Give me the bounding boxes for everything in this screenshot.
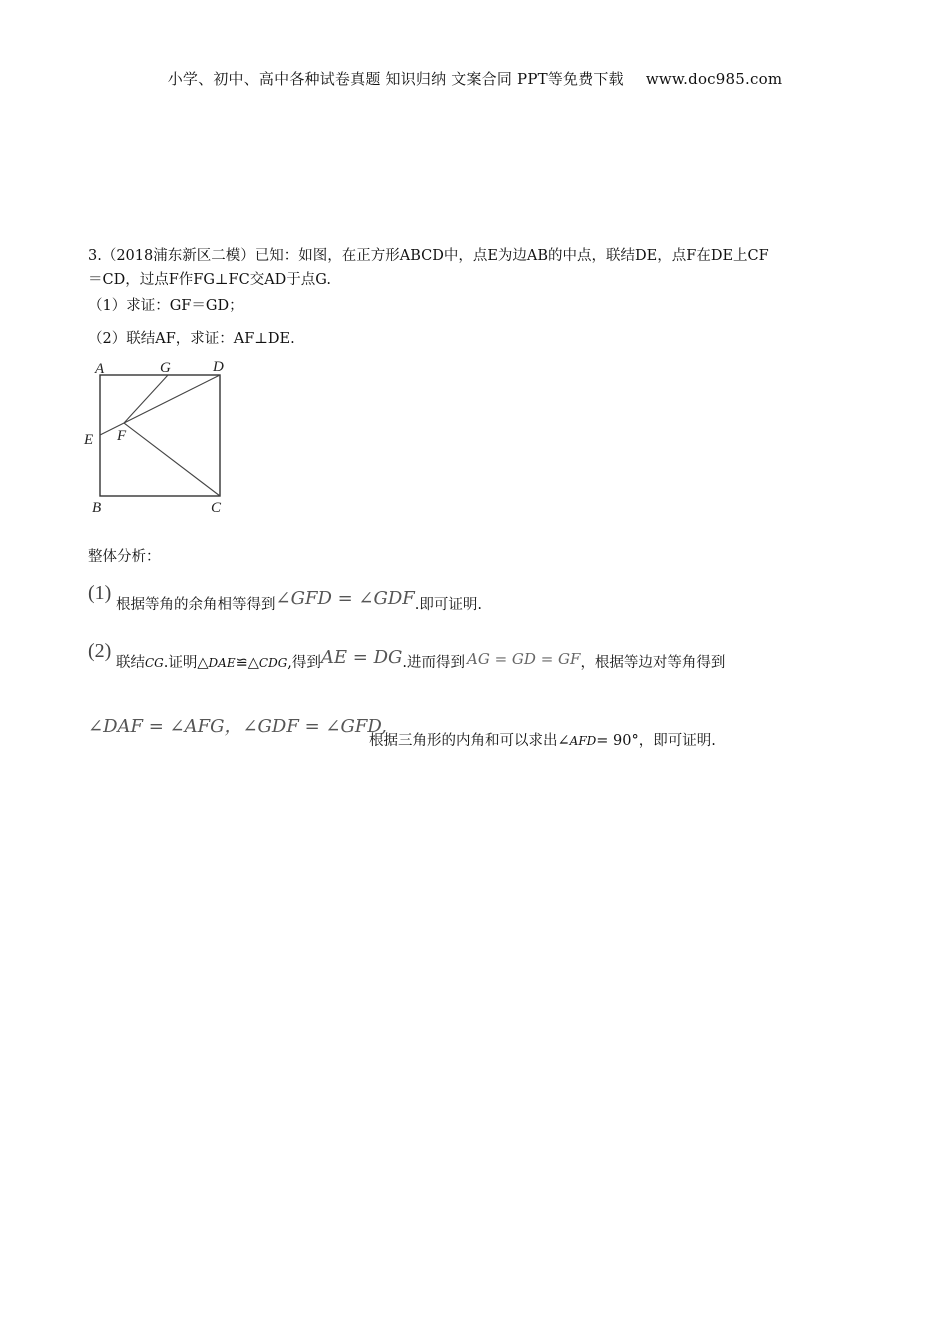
segment-fc <box>124 423 220 496</box>
step3-t1: 根据三角形的内角和可以求出∠ <box>369 733 570 749</box>
step2-t1: 联结 <box>116 655 145 671</box>
header-url[interactable]: www.doc985.com <box>645 70 783 88</box>
problem-line-1: 3.（2018浦东新区二模）已知：如图，在正方形ABCD中，点E为边AB的中点，联结DE，点F在DE上CF <box>88 248 769 264</box>
step2-t5: .进而得到 <box>402 655 465 671</box>
problem-part-1: （1）求证：GF＝GD； <box>88 298 244 314</box>
analysis-step-3 <box>369 729 716 753</box>
step3-afd: AFD <box>569 734 597 748</box>
analysis-num-1: (1) <box>88 582 112 604</box>
geometry-figure <box>80 355 240 520</box>
page-header <box>0 68 950 89</box>
step1-formula: ∠GFD = ∠GDF <box>275 588 415 609</box>
step2-cg: CG <box>145 656 164 670</box>
step3-t2: = 90°，即可证明. <box>596 733 716 749</box>
step2-formula-ae-dg: AE = DG <box>320 647 403 668</box>
step2-cdg: CDG <box>258 656 288 670</box>
step1-text: 根据等角的余角相等得到 <box>116 597 276 613</box>
label-g: G <box>160 360 171 376</box>
analysis-num-2: (2) <box>88 640 112 662</box>
label-d: D <box>213 359 224 375</box>
step2-t4: ,得到 <box>287 655 321 671</box>
label-e: E <box>84 432 94 448</box>
label-b: B <box>92 500 102 516</box>
label-a: A <box>95 361 105 377</box>
analysis-step-2 <box>116 647 726 675</box>
label-f: F <box>117 428 127 444</box>
step2-dae: DAE <box>208 656 236 670</box>
step2-formula-ag-gd-gf: AG = GD = GF <box>467 650 581 668</box>
analysis-heading: 整体分析： <box>88 549 161 565</box>
step2-t6: ，根据等边对等角得到 <box>580 655 726 671</box>
step1-end: .即可证明. <box>414 597 483 613</box>
step3-formula: ∠DAF = ∠AFG，∠GDF = ∠GFD, <box>88 716 387 737</box>
problem-line-2: ＝CD，过点F作FG⊥FC交AD于点G. <box>88 272 331 288</box>
problem-part-2: （2）联结AF，求证：AF⊥DE. <box>88 331 295 347</box>
step2-t3: ≌△ <box>235 655 259 671</box>
header-title: 小学、初中、高中各种试卷真题 知识归纳 文案合同 PPT等免费下载 <box>167 70 624 88</box>
step2-t2: .证明△ <box>163 655 209 671</box>
segment-fg <box>124 375 168 423</box>
analysis-step-1 <box>116 588 483 617</box>
label-c: C <box>211 500 222 516</box>
